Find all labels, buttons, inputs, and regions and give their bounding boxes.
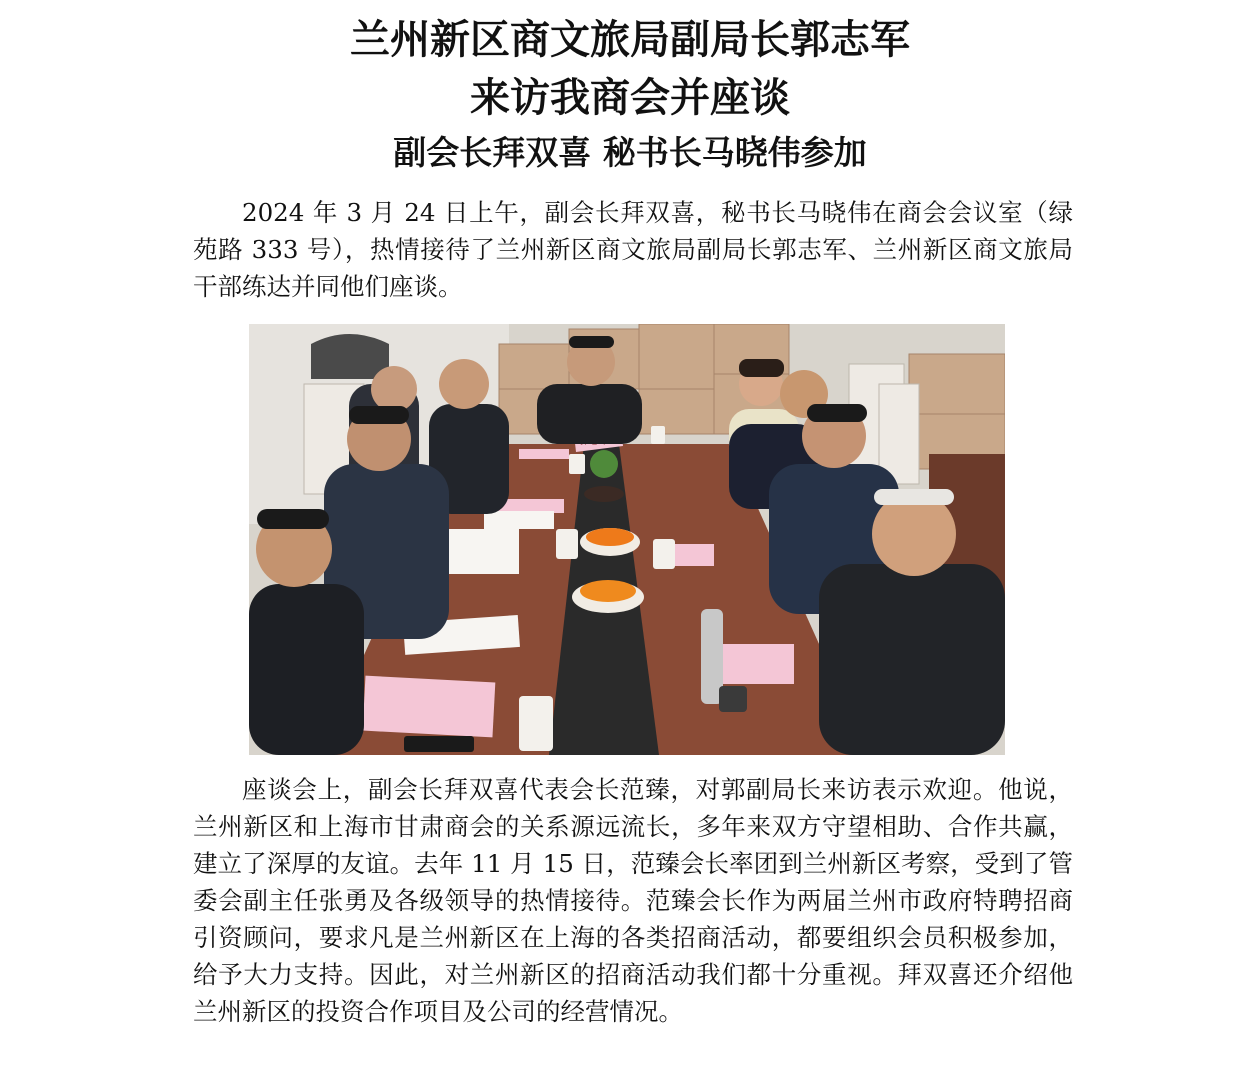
article-title-line1: 兰州新区商文旅局副局长郭志军: [350, 17, 910, 63]
article-subtitle: 副会长拜双喜 秘书长马晓伟参加: [393, 133, 867, 172]
paragraph-intro: 2024 年 3 月 24 日上午，副会长拜双喜，秘书长马晓伟在商会会议室（绿苑路 333 号），热情接待了兰州新区商文旅局副局长郭志军、兰州新区商文旅局干部练达并同他们座谈。: [193, 198, 1073, 301]
meeting-photo: [249, 324, 1005, 755]
paragraph-discussion: 座谈会上，副会长拜双喜代表会长范臻，对郭副局长来访表示欢迎。他说，兰州新区和上海市甘肃商会的关系源远流长，多年来双方守望相助、合作共赢，建立了深厚的友谊。去年 11 月 15 日，范臻会长率团到兰州新区考察，受到了管委会副主任张勇及各级领导的热情接待。范臻会长作为两届兰州市政府特聘招商引资顾问，要求凡是兰州新区在上海的各类招商活动，都要组织会员积极参加，给予大力支持。因此，对兰州新区的招商活动我们都十分重视。拜双喜还介绍他兰州新区的投资合作项目及公司的经营情况。: [193, 775, 1073, 1026]
article-title-line2: 来访我商会并座谈: [470, 75, 790, 121]
meeting-scene-illustration: [249, 324, 1005, 755]
